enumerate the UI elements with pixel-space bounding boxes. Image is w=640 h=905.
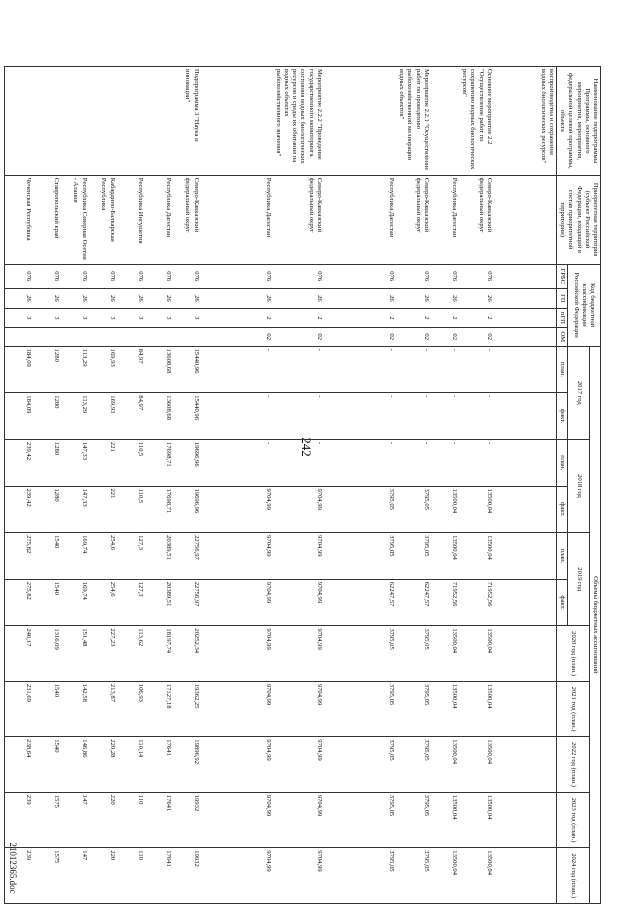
row-value-cell: 9704,99 (273, 626, 324, 681)
row-value-cell: 13500,04 (431, 626, 459, 681)
row-value-cell: 3795,05 (324, 486, 396, 533)
row-territory-cell: Республика Дагестан (324, 175, 396, 264)
row-pgp-cell: 3 (145, 308, 173, 327)
row-value-cell (494, 486, 557, 533)
row-name-cell (431, 67, 459, 176)
row-value-cell: 15440,96 (173, 346, 201, 393)
row-value-cell: - (396, 346, 431, 393)
document-code: 21012365.doc (8, 842, 18, 894)
row-value-cell: 3795,05 (396, 486, 431, 533)
row-value-cell: - (324, 439, 396, 486)
row-name-cell (4, 67, 33, 176)
rotated-table-container (24, 66, 601, 904)
row-value-cell: 13500,04 (459, 626, 494, 681)
row-grbs-cell: 076 (145, 264, 173, 288)
row-pgp-cell: 2 (396, 308, 431, 327)
row-pgp-cell: 2 (273, 308, 324, 327)
row-value-cell: 13500,04 (459, 533, 494, 580)
row-value-cell: 9704,99 (201, 681, 273, 736)
row-value-cell: 18197,74 (145, 626, 173, 681)
row-value-cell: 9704,99 (273, 737, 324, 792)
row-om-cell (145, 327, 173, 346)
row-grbs-cell: 076 (201, 264, 273, 288)
row-value-cell: 62247,57 (396, 579, 431, 626)
row-value-cell: 13500,04 (459, 486, 494, 533)
row-value-cell (494, 626, 557, 681)
row-value-cell: 246,17 (4, 626, 33, 681)
row-territory-cell: Республика Северная Осетия - Алания (61, 175, 89, 264)
row-value-cell: 254,6 (89, 579, 117, 626)
row-value-cell: 169,74 (61, 533, 89, 580)
row-territory-cell: Северо-Кавказский федеральный округ (459, 175, 494, 264)
row-om-cell (89, 327, 117, 346)
row-value-cell: 231,69 (4, 681, 33, 736)
row-gp-cell: 26 (431, 288, 459, 308)
row-territory-cell: Северо-Кавказский федеральный округ (173, 175, 201, 264)
table-row (61, 67, 89, 904)
row-pgp-cell (494, 308, 557, 327)
row-om-cell (4, 327, 33, 346)
row-value-cell: 9704,99 (273, 681, 324, 736)
row-value-cell: 169,74 (61, 579, 89, 626)
row-gp-cell: 26 (459, 288, 494, 308)
row-grbs-cell: 076 (459, 264, 494, 288)
row-value-cell: - (273, 439, 324, 486)
row-value-cell: 220 (89, 848, 117, 904)
row-value-cell: 220,28 (89, 737, 117, 792)
table-row (117, 67, 145, 904)
row-value-cell: 1540 (33, 579, 61, 626)
row-value-cell (494, 393, 557, 440)
row-value-cell: - (201, 346, 273, 393)
row-territory-cell: Чеченская Республика (4, 175, 33, 264)
row-om-cell: 02 (459, 327, 494, 346)
row-value-cell: 3795,05 (324, 626, 396, 681)
header-name: Наименование подпрограммы Программы, основного мероприятия, мероприятия, федеральной целевой программы, объекта (556, 67, 600, 176)
row-name-cell (61, 67, 89, 176)
row-pgp-cell: 3 (89, 308, 117, 327)
row-value-cell: 9704,99 (201, 792, 273, 847)
row-value-cell: 3795,05 (324, 681, 396, 736)
row-value-cell: 106,93 (117, 681, 145, 736)
row-value-cell: 19696,96 (173, 439, 201, 486)
row-value-cell: 13500,04 (431, 737, 459, 792)
header-2020: 2020 год (план.) (556, 626, 589, 681)
row-value-cell: 113,62 (117, 626, 145, 681)
row-om-cell: 02 (201, 327, 273, 346)
row-om-cell (494, 327, 557, 346)
table-header (556, 67, 600, 904)
row-value-cell (494, 681, 557, 736)
row-pgp-cell: 2 (459, 308, 494, 327)
row-value-cell: 3795,05 (396, 533, 431, 580)
row-name-cell (89, 67, 117, 176)
row-gp-cell: 26 (4, 288, 33, 308)
row-value-cell: 127,3 (117, 579, 145, 626)
row-pgp-cell: 3 (117, 308, 145, 327)
row-value-cell: 275,82 (4, 579, 33, 626)
row-value-cell: 13608,68 (145, 346, 173, 393)
row-name-cell (117, 67, 145, 176)
table-row (273, 67, 324, 904)
row-value-cell: 147,33 (61, 439, 89, 486)
header-grbs: ГРБС (556, 264, 567, 288)
row-value-cell: 147 (61, 848, 89, 904)
row-value-cell: 9704,99 (273, 792, 324, 847)
budget-allocation-table (4, 66, 601, 904)
row-territory-cell: Республика Ингушетия (117, 175, 145, 264)
page-number: 242 (299, 437, 314, 457)
row-value-cell: 9704,99 (201, 533, 273, 580)
row-om-cell: 02 (273, 327, 324, 346)
row-value-cell: 19932 (173, 792, 201, 847)
row-gp-cell: 26 (324, 288, 396, 308)
row-value-cell: 1280 (33, 439, 61, 486)
row-value-cell: 213,87 (89, 681, 117, 736)
row-pgp-cell: 3 (4, 308, 33, 327)
row-name-cell (145, 67, 173, 176)
row-value-cell: - (201, 439, 273, 486)
row-gp-cell (494, 288, 557, 308)
row-value-cell: 110,14 (117, 737, 145, 792)
row-value-cell: 238,64 (4, 737, 33, 792)
row-om-cell: 02 (324, 327, 396, 346)
header-gp: ГП (556, 288, 567, 308)
header-2019-fact: факт. (556, 579, 567, 626)
row-gp-cell: 26 (33, 288, 61, 308)
row-grbs-cell: 076 (396, 264, 431, 288)
table-row (396, 67, 431, 904)
row-value-cell: 71952,56 (459, 579, 494, 626)
row-value-cell: 1280 (33, 393, 61, 440)
header-volumes: Объемы бюджетных ассигнований (589, 346, 600, 903)
row-pgp-cell: 2 (431, 308, 459, 327)
row-value-cell: 1575 (33, 848, 61, 904)
row-value-cell: - (273, 393, 324, 440)
row-name-cell (324, 67, 396, 176)
row-value-cell: 146,86 (61, 737, 89, 792)
row-territory-cell: Северо-Кавказский федеральный округ (396, 175, 431, 264)
row-om-cell (61, 327, 89, 346)
row-value-cell: 3795,05 (396, 626, 431, 681)
row-om-cell: 02 (431, 327, 459, 346)
row-value-cell: - (459, 393, 494, 440)
row-value-cell: - (459, 439, 494, 486)
row-value-cell: 13500,04 (459, 681, 494, 736)
row-value-cell: 15440,96 (173, 393, 201, 440)
row-value-cell: 1280 (33, 346, 61, 393)
row-value-cell: 254,6 (89, 533, 117, 580)
row-value-cell: 221 (89, 486, 117, 533)
header-2018-plan: план. (556, 439, 567, 486)
row-value-cell: 13500,04 (431, 681, 459, 736)
row-grbs-cell: 076 (33, 264, 61, 288)
row-value-cell: 13608,68 (145, 393, 173, 440)
row-grbs-cell: 076 (61, 264, 89, 288)
row-value-cell: 1540 (33, 737, 61, 792)
header-2019: 2019 год (568, 533, 590, 626)
row-value-cell: 9704,99 (201, 737, 273, 792)
row-value-cell: 1540 (33, 681, 61, 736)
row-name-cell (201, 67, 273, 176)
table-body (4, 67, 556, 904)
header-2021: 2021 год (план.) (556, 681, 589, 736)
row-value-cell: 9704,99 (273, 533, 324, 580)
row-grbs-cell: 076 (324, 264, 396, 288)
row-value-cell: 19896,92 (173, 737, 201, 792)
row-territory-cell: Северо-Кавказский федеральный округ (273, 175, 324, 264)
header-2017: 2017 год (568, 346, 590, 439)
table-row (173, 67, 201, 904)
header-2018: 2018 год (568, 439, 590, 532)
row-value-cell: 221 (89, 439, 117, 486)
row-value-cell: 110,5 (117, 486, 145, 533)
row-pgp-cell: 3 (33, 308, 61, 327)
row-value-cell: 239,42 (4, 439, 33, 486)
row-name-cell: Мероприятие 2.2.1 "Осуществление работ по проведению рыбохозяйственной мелиорации водных объектов" (396, 67, 431, 176)
row-name-cell: Мероприятие 2.2.2 "Проведение государственного мониторинга состояния водных биологических ресурсов и среды их обитания на водных объектах рыбохозяйственного значения" (273, 67, 324, 176)
row-om-cell (33, 327, 61, 346)
row-pgp-cell: 2 (201, 308, 273, 327)
header-2023: 2023 год (план.) (556, 792, 589, 847)
row-gp-cell: 26 (396, 288, 431, 308)
table-row (459, 67, 494, 904)
row-value-cell (494, 737, 557, 792)
row-value-cell: - (324, 393, 396, 440)
row-value-cell: 13500,04 (459, 848, 494, 904)
row-value-cell: 13500,04 (431, 533, 459, 580)
row-value-cell: 169,93 (89, 346, 117, 393)
row-value-cell (494, 533, 557, 580)
row-name-cell: Подпрограмма 3 "Наука и инновации" (173, 67, 201, 176)
row-om-cell: 02 (396, 327, 431, 346)
row-value-cell: 127,3 (117, 533, 145, 580)
row-value-cell: - (459, 346, 494, 393)
row-value-cell: 17641 (145, 848, 173, 904)
row-value-cell: 147 (61, 792, 89, 847)
row-pgp-cell: 3 (61, 308, 89, 327)
row-value-cell: 13500,04 (431, 486, 459, 533)
row-value-cell (494, 346, 557, 393)
row-value-cell: 1316,09 (33, 626, 61, 681)
row-value-cell: - (431, 346, 459, 393)
row-grbs-cell: 076 (89, 264, 117, 288)
row-value-cell (494, 439, 557, 486)
row-value-cell: 22756,97 (173, 533, 201, 580)
row-value-cell: 275,82 (4, 533, 33, 580)
row-grbs-cell: 076 (117, 264, 145, 288)
row-value-cell: 22756,97 (173, 579, 201, 626)
header-2022: 2022 год (план.) (556, 737, 589, 792)
header-2018-fact: факт. (556, 486, 567, 533)
header-territory: Приоритетная территория (субъект Российской Федерации, входящий в состав приоритетной территории) (556, 175, 600, 264)
row-value-cell: - (396, 439, 431, 486)
row-value-cell: 184,09 (4, 393, 33, 440)
row-gp-cell: 26 (61, 288, 89, 308)
header-2019-plan: план. (556, 533, 567, 580)
row-value-cell: - (273, 346, 324, 393)
row-value-cell: 17698,71 (145, 439, 173, 486)
row-territory-cell: Кабардино-Балкарская Республика (89, 175, 117, 264)
row-value-cell: 20389,51 (145, 533, 173, 580)
row-value-cell (494, 579, 557, 626)
row-value-cell: 9704,99 (201, 626, 273, 681)
row-value-cell: 142,58 (61, 681, 89, 736)
row-value-cell: 113,29 (61, 346, 89, 393)
row-value-cell: 13500,04 (459, 737, 494, 792)
row-value-cell: 3795,05 (396, 848, 431, 904)
row-name-cell (33, 67, 61, 176)
row-value-cell: 151,48 (61, 626, 89, 681)
row-value-cell: 19696,96 (173, 486, 201, 533)
row-value-cell: 110 (117, 848, 145, 904)
row-value-cell: 3795,05 (324, 792, 396, 847)
row-value-cell: 1280 (33, 486, 61, 533)
row-value-cell: 84,97 (117, 393, 145, 440)
row-pgp-cell: 2 (324, 308, 396, 327)
row-value-cell: 71952,56 (431, 579, 459, 626)
row-value-cell: 17127,18 (145, 681, 173, 736)
row-value-cell: 3795,05 (324, 533, 396, 580)
table-row (431, 67, 459, 904)
row-value-cell: 9704,99 (273, 848, 324, 904)
row-value-cell: 9704,99 (273, 486, 324, 533)
row-value-cell: 19932 (173, 848, 201, 904)
row-value-cell: - (431, 439, 459, 486)
row-value-cell: 220 (89, 792, 117, 847)
row-name-cell: Основное мероприятие 2.2 "Осуществление работ по сохранению водных биологических ресурсов" (459, 67, 494, 176)
row-om-cell (117, 327, 145, 346)
row-gp-cell: 26 (145, 288, 173, 308)
row-value-cell: 169,93 (89, 393, 117, 440)
row-value-cell: - (396, 393, 431, 440)
row-value-cell: 239,42 (4, 486, 33, 533)
table-row (4, 67, 33, 904)
row-value-cell: 147,33 (61, 486, 89, 533)
row-value-cell: 239 (4, 848, 33, 904)
table-row (33, 67, 61, 904)
table-row (201, 67, 273, 904)
row-name-cell: воспроизводства и сохранения водных биологических ресурсов" (494, 67, 557, 176)
row-value-cell: 1575 (33, 792, 61, 847)
header-pgp: пГП (556, 308, 567, 327)
row-value-cell: 19362,25 (173, 681, 201, 736)
row-value-cell: 3795,05 (324, 737, 396, 792)
row-value-cell: 3795,05 (396, 681, 431, 736)
row-gp-cell: 26 (117, 288, 145, 308)
row-value-cell: 227,23 (89, 626, 117, 681)
row-value-cell: 62247,57 (324, 579, 396, 626)
header-2017-fact: факт. (556, 393, 567, 440)
header-2024: 2024 год (план.) (556, 848, 589, 904)
row-grbs-cell: 076 (431, 264, 459, 288)
row-value-cell: 17698,71 (145, 486, 173, 533)
row-value-cell: 9704,99 (273, 579, 324, 626)
row-value-cell: 20252,34 (173, 626, 201, 681)
row-value-cell: - (201, 393, 273, 440)
row-value-cell: 13500,04 (459, 792, 494, 847)
row-gp-cell: 26 (173, 288, 201, 308)
row-gp-cell: 26 (89, 288, 117, 308)
row-pgp-cell: 3 (173, 308, 201, 327)
row-grbs-cell (494, 264, 557, 288)
row-value-cell: 3795,05 (396, 792, 431, 847)
row-value-cell: 17641 (145, 737, 173, 792)
table-row (494, 67, 557, 904)
row-value-cell: - (324, 346, 396, 393)
row-value-cell: 110,5 (117, 439, 145, 486)
row-value-cell (494, 792, 557, 847)
row-territory-cell: Республика Дагестан (145, 175, 173, 264)
header-2017-plan: план. (556, 346, 567, 393)
row-value-cell: 3795,05 (324, 848, 396, 904)
row-value-cell: 13500,04 (431, 792, 459, 847)
row-territory-cell: Ставропольский край (33, 175, 61, 264)
row-value-cell (494, 848, 557, 904)
header-om: ОМ (556, 327, 567, 346)
table-row (324, 67, 396, 904)
row-value-cell: 110 (117, 792, 145, 847)
row-value-cell: 9704,99 (201, 579, 273, 626)
row-value-cell: - (431, 393, 459, 440)
row-grbs-cell: 076 (173, 264, 201, 288)
row-gp-cell: 26 (273, 288, 324, 308)
row-territory-cell: Республика Дагестан (431, 175, 459, 264)
row-grbs-cell: 076 (4, 264, 33, 288)
row-value-cell: 1540 (33, 533, 61, 580)
row-value-cell: 9704,99 (201, 848, 273, 904)
row-territory-cell: Республика Дагестан (201, 175, 273, 264)
table-row (145, 67, 173, 904)
row-grbs-cell: 076 (273, 264, 324, 288)
row-value-cell: 3795,05 (396, 737, 431, 792)
row-value-cell: 239 (4, 792, 33, 847)
row-gp-cell: 26 (201, 288, 273, 308)
row-value-cell: 17641 (145, 792, 173, 847)
row-value-cell: 113,29 (61, 393, 89, 440)
row-value-cell: 184,09 (4, 346, 33, 393)
row-value-cell: 13500,04 (431, 848, 459, 904)
row-value-cell: 20389,51 (145, 579, 173, 626)
row-value-cell: 9704,99 (201, 486, 273, 533)
row-value-cell: 84,97 (117, 346, 145, 393)
header-budget-code: Код бюджетной классификации Российской Федерации (568, 264, 601, 346)
row-om-cell (173, 327, 201, 346)
table-row (89, 67, 117, 904)
row-territory-cell (494, 175, 557, 264)
